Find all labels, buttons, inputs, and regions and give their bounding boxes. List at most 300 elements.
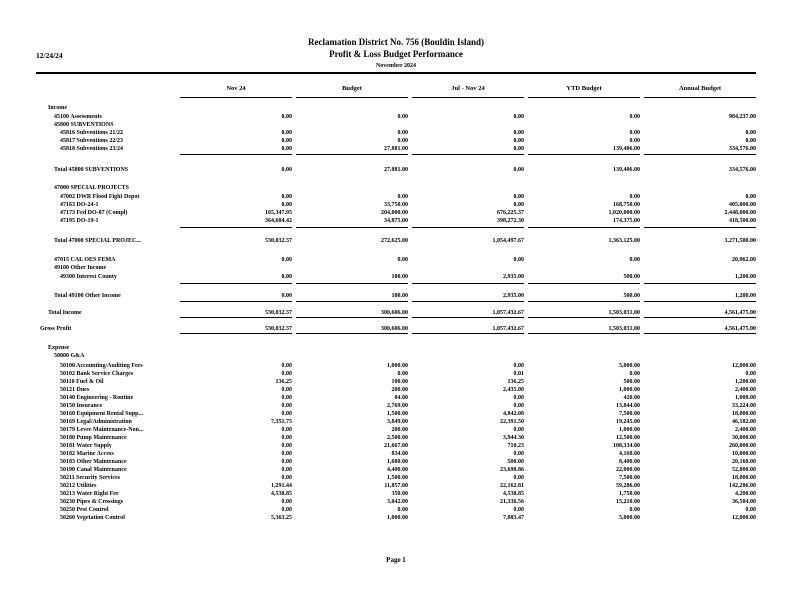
row-value: 300,606.00 [381,310,408,316]
organization-title: Reclamation District No. 756 (Bouldin Island) [307,37,484,47]
row-value: 2,400.00 [735,427,756,433]
row-value: 0.00 [281,130,292,136]
row-value: 0.00 [281,403,292,409]
row-value: 0.00 [281,371,292,377]
row-value: 834.00 [391,451,408,457]
summation-rule [644,317,756,318]
report-row [0,137,792,145]
row-label: 47173 Fed DO-87 (Compl) [60,210,128,216]
col-rule [296,97,408,98]
summation-rule [296,283,408,284]
row-value: 100.00 [391,379,408,385]
row-label: 50150 Insurance [60,403,103,409]
row-value: 4,561,475.00 [724,326,756,332]
row-label: 50190 Canal Maintenance [60,467,127,473]
report-row [0,104,792,112]
row-label: 50182 Marine Access [60,451,114,457]
summation-rule [528,301,640,302]
row-value: 5,000.00 [619,515,640,521]
report-row [0,113,792,121]
row-value: 22,162.81 [500,483,524,489]
row-value: 10,000.00 [732,451,756,457]
report-row [0,394,792,402]
row-value: 0.00 [281,274,292,280]
row-value: 12,000.00 [732,363,756,369]
row-value: 272,625.00 [381,238,408,244]
row-value: 0.00 [629,138,640,144]
row-value: 0.00 [745,138,756,144]
report-row [0,378,792,386]
row-value: 710.23 [507,443,524,449]
summation-rule [644,301,756,302]
row-value: 52,800.00 [732,467,756,473]
row-value: 420.00 [623,395,640,401]
report-row [0,418,792,426]
col-rule [180,97,292,98]
col-header-budget: Budget [342,85,362,92]
row-value: 0.00 [513,451,524,457]
row-label: 49100 Other Income [54,265,107,271]
row-value: 530,032.37 [265,326,292,332]
row-label: 45800 SUBVENTIONS [54,122,114,128]
row-value: 0.00 [513,507,524,513]
summation-rule [296,301,408,302]
row-value: 0.00 [281,507,292,513]
row-value: 500.00 [623,293,640,299]
row-label: 50260 Vegetation Control [60,515,125,521]
row-value: 2,435.00 [503,387,524,393]
report-row [0,237,792,245]
row-label: 50230 Pipes & Crossings [60,499,124,505]
row-value: 3,271,500.00 [724,238,756,244]
row-value: 139,406.00 [613,146,640,152]
row-value: 530,032.37 [265,310,292,316]
row-value: 0.00 [397,130,408,136]
row-value: 500.00 [623,274,640,280]
row-label: 50169 Legal/Administration [60,419,132,425]
row-value: 7,083.47 [503,515,524,521]
row-value: 4,400.00 [387,467,408,473]
report-row [0,482,792,490]
row-label: 50213 Water Right Fee [60,491,119,497]
report-row [0,434,792,442]
report-row [0,145,792,153]
row-value: 0.00 [397,114,408,120]
row-value: 0.00 [513,167,524,173]
row-value: 0.00 [629,114,640,120]
row-value: 0.00 [281,257,292,263]
row-label: 50180 Pump Maintenance [60,435,127,441]
report-row [0,209,792,217]
row-value: 1,200.00 [735,293,756,299]
row-label: 50121 Dues [60,387,90,393]
row-value: 4,561,475.00 [724,310,756,316]
report-row [0,201,792,209]
summation-rule [644,227,756,228]
row-value: 1,200.00 [735,379,756,385]
row-value: 500.00 [623,379,640,385]
row-value: 1,503,031.00 [608,326,640,332]
summation-rule [180,317,292,318]
row-value: 0.00 [397,371,408,377]
row-value: 0.00 [397,138,408,144]
row-value: 136.25 [275,379,292,385]
row-value: 300,606.00 [381,326,408,332]
row-value: 1,057,432.67 [492,326,524,332]
row-value: 0.00 [281,194,292,200]
col-rule [528,97,640,98]
summation-rule [412,317,524,318]
row-value: 398,272.30 [497,218,524,224]
row-value: 0.00 [629,507,640,513]
row-label: Income [48,105,67,111]
row-value: 100.00 [391,293,408,299]
row-value: 0.00 [513,114,524,120]
row-label: 45100 Assessments [54,114,102,120]
row-value: 1,200.00 [735,274,756,280]
summation-rule [528,333,640,334]
row-label: 50110 Fuel & Oil [60,379,104,385]
report-row [0,309,792,317]
row-value: 3,042.00 [387,499,408,505]
row-value: 0.00 [281,167,292,173]
row-label: 50181 Water Supply [60,443,112,449]
row-label: 50250 Pest Control [60,507,109,513]
row-value: 27,881.00 [384,146,408,152]
report-row [0,166,792,174]
row-value: 0.00 [513,403,524,409]
row-value: 2,769.00 [387,403,408,409]
row-value: 165,347.95 [265,210,292,216]
row-label: 47195 DO-19-1 [60,218,99,224]
row-value: 59,286.00 [616,483,640,489]
row-value: 22,391.50 [500,419,524,425]
row-value: 46,182.00 [732,419,756,425]
col-rule [644,97,756,98]
row-value: 530,032.37 [265,238,292,244]
row-value: 18,000.00 [732,411,756,417]
report-row [0,273,792,281]
row-value: 0.00 [281,427,292,433]
row-value: 0.00 [513,257,524,263]
row-value: 0.00 [629,194,640,200]
row-value: 27,881.00 [384,167,408,173]
row-value: 0.00 [745,194,756,200]
row-value: 1,291.44 [271,483,292,489]
row-label: 47015 CAL OES FEMA [54,257,116,263]
col-header-ytd-actual: Jul - Nov 24 [451,85,485,92]
row-value: 15,210.00 [616,499,640,505]
row-value: 0.00 [281,363,292,369]
row-value: 33,224.00 [732,403,756,409]
row-label: 50000 G&A [54,353,85,359]
row-value: 0.00 [513,427,524,433]
report-row [0,370,792,378]
report-row [0,442,792,450]
row-label: 50160 Equipment Rental Supp... [60,411,144,417]
row-value: 0.00 [281,395,292,401]
row-value: 23,698.86 [500,467,524,473]
row-value: 0.00 [513,146,524,152]
row-value: 0.00 [281,467,292,473]
row-value: 0.00 [281,451,292,457]
row-value: 2,935.00 [503,293,524,299]
row-value: 36,504.00 [732,499,756,505]
summation-rule [412,227,524,228]
row-value: 7,351.75 [271,419,292,425]
row-value: 2,500.00 [387,435,408,441]
row-value: 2,448,000.00 [724,210,756,216]
row-value: 0.00 [397,194,408,200]
row-label: Total 45800 SUBVENTIONS [54,167,129,173]
row-value: 0.00 [281,459,292,465]
report-row [0,410,792,418]
summation-rule [528,283,640,284]
summation-rule [644,333,756,334]
report-row [0,426,792,434]
report-date: 12/24/24 [36,51,63,60]
row-value: 1,000.00 [619,387,640,393]
summation-rule [528,227,640,228]
report-period: November 2024 [375,63,417,69]
row-value: 12,000.00 [732,515,756,521]
report-row [0,193,792,201]
report-row [0,386,792,394]
summation-rule [180,301,292,302]
report-row [0,129,792,137]
row-value: 676,225.37 [497,210,524,216]
report-row [0,362,792,370]
row-value: 350.00 [391,491,408,497]
row-value: 33,750.00 [384,202,408,208]
summation-rule [296,227,408,228]
summation-rule [180,154,292,155]
row-value: 5,000.00 [619,363,640,369]
row-value: 0.00 [629,371,640,377]
col-header-ytd-budget: YTD Budget [566,85,602,92]
summation-rule [296,317,408,318]
row-value: 418,500.00 [729,218,756,224]
row-value: 20,160.00 [732,459,756,465]
row-value: 84.00 [394,395,408,401]
row-value: 0.00 [281,293,292,299]
header-rule [36,72,756,74]
col-header-annual-budget: Annual Budget [678,85,722,92]
row-label: 50212 Utilities [60,483,97,489]
row-value: 142,286.00 [729,483,756,489]
row-value: 7,500.00 [619,411,640,417]
row-value: 7,500.00 [619,475,640,481]
report-row [0,292,792,300]
row-value: 4,842.08 [503,411,524,417]
row-value: 0.00 [281,138,292,144]
summation-rule [412,301,524,302]
row-value: 0.00 [629,130,640,136]
row-value: 12,500.00 [616,435,640,441]
summation-rule [412,283,524,284]
row-value: 0.00 [281,499,292,505]
report-row [0,514,792,522]
summation-rule [528,154,640,155]
report-row [0,402,792,410]
row-value: 1,500.00 [387,411,408,417]
report-row [0,352,792,360]
row-value: 136.25 [507,379,524,385]
row-value: 334,576.00 [729,146,756,152]
report-row [0,458,792,466]
row-label: 47163 DO-24-1 [60,202,99,208]
row-value: 174,375.00 [613,218,640,224]
row-value: 200.00 [391,427,408,433]
report-row [0,325,792,333]
row-value: 0.00 [281,411,292,417]
row-value: 2,400.00 [735,387,756,393]
row-value: 0.00 [281,202,292,208]
row-label: Total 47000 SPECIAL PROJEC... [54,238,141,244]
row-value: 139,406.00 [613,167,640,173]
row-label: 50100 Accounting/Auditing Fees [60,363,143,369]
row-value: 3,849.00 [387,419,408,425]
row-value: 0.00 [513,475,524,481]
row-value: 1,503,031.00 [608,310,640,316]
summation-rule [412,333,524,334]
report-row [0,121,792,129]
row-value: 0.00 [745,371,756,377]
summation-rule [644,154,756,155]
report-row [0,256,792,264]
summation-rule [528,317,640,318]
row-value: 984,237.00 [729,114,756,120]
row-value: 0.00 [281,435,292,441]
row-value: 0.00 [513,363,524,369]
row-value: 0.00 [281,146,292,152]
row-value: 1,020,000.00 [608,210,640,216]
report-row [0,490,792,498]
report-row [0,466,792,474]
row-label: 45816 Subventions 21/22 [60,130,124,136]
row-value: 4,168.00 [619,451,640,457]
row-value: 4,538.85 [503,491,524,497]
row-label: 47000 SPECIAL PROJECTS [54,185,130,191]
page-number: Page 1 [386,556,406,564]
row-value: 5,363.25 [271,515,292,521]
row-label: Expense [48,345,70,351]
row-label: 47002 DWR Flood Fight Depot [60,194,140,200]
row-value: 100.00 [391,274,408,280]
report-row [0,498,792,506]
row-value: 0.00 [513,395,524,401]
row-label: Gross Profit [40,326,72,332]
row-value: 405,000.00 [729,202,756,208]
row-value: 1,000.00 [387,363,408,369]
row-value: 334,576.00 [729,167,756,173]
summation-rule [180,283,292,284]
row-value: 0.01 [513,371,524,377]
row-value: 0.00 [281,475,292,481]
report-row [0,217,792,225]
row-value: 0.00 [745,507,756,513]
row-label: Total Income [48,310,82,316]
row-value: 1,750.00 [619,491,640,497]
row-value: 2,935.00 [503,274,524,280]
row-value: 364,684.42 [265,218,292,224]
row-value: 1,000.00 [619,427,640,433]
row-value: 20,962.00 [732,257,756,263]
row-label: 50179 Levee Maintenance-Non... [60,427,144,433]
row-value: 168,750.00 [613,202,640,208]
row-value: 0.00 [513,138,524,144]
summation-rule [296,333,408,334]
row-value: 0.00 [513,202,524,208]
col-header-nov24: Nov 24 [226,85,246,92]
row-value: 4,200.00 [735,491,756,497]
row-value: 1,363,125.00 [608,238,640,244]
row-label: 50140 Engineering - Routine [60,395,134,401]
row-value: 1,500.00 [387,475,408,481]
summation-rule [644,283,756,284]
report-row [0,506,792,514]
row-label: 50211 Security Services [60,475,120,481]
report-row [0,344,792,352]
row-value: 260,000.00 [729,443,756,449]
row-value: 1,054,497.67 [492,238,524,244]
row-label: Total 49100 Other Income [54,293,121,299]
report-row [0,264,792,272]
row-value: 1,057,432.67 [492,310,524,316]
row-value: 0.00 [513,194,524,200]
row-value: 0.00 [281,443,292,449]
report-row [0,184,792,192]
summation-rule [412,154,524,155]
report-row [0,450,792,458]
row-label: 50183 Other Maintenance [60,459,127,465]
row-label: 50102 Bank Service Charges [60,371,134,377]
row-value: 204,000.00 [381,210,408,216]
col-rule [412,97,524,98]
row-value: 500.00 [507,459,524,465]
row-value: 0.00 [281,387,292,393]
report-row [0,474,792,482]
row-value: 22,000.00 [616,467,640,473]
report-title: Profit & Loss Budget Performance [329,49,463,59]
row-value: 11,857.00 [384,483,408,489]
row-value: 4,538.85 [271,491,292,497]
row-value: 0.00 [281,114,292,120]
row-value: 0.00 [397,257,408,263]
row-value: 18,000.00 [732,475,756,481]
row-value: 108,334.00 [613,443,640,449]
row-value: 13,844.00 [616,403,640,409]
row-value: 0.00 [397,507,408,513]
row-label: 49300 Interest County [60,274,117,280]
row-value: 19,245.00 [616,419,640,425]
summation-rule [180,227,292,228]
row-value: 0.00 [629,257,640,263]
row-value: 200.00 [391,387,408,393]
row-value: 21,667.00 [384,443,408,449]
row-value: 8,400.00 [619,459,640,465]
summation-rule [180,333,292,334]
row-value: 1,000.00 [387,515,408,521]
summation-rule [296,154,408,155]
row-value: 1,008.00 [735,395,756,401]
row-value: 3,944.30 [503,435,524,441]
row-value: 21,336.56 [500,499,524,505]
row-value: 0.00 [745,130,756,136]
row-value: 34,875.00 [384,218,408,224]
row-value: 1,680.00 [387,459,408,465]
row-value: 30,000.00 [732,435,756,441]
